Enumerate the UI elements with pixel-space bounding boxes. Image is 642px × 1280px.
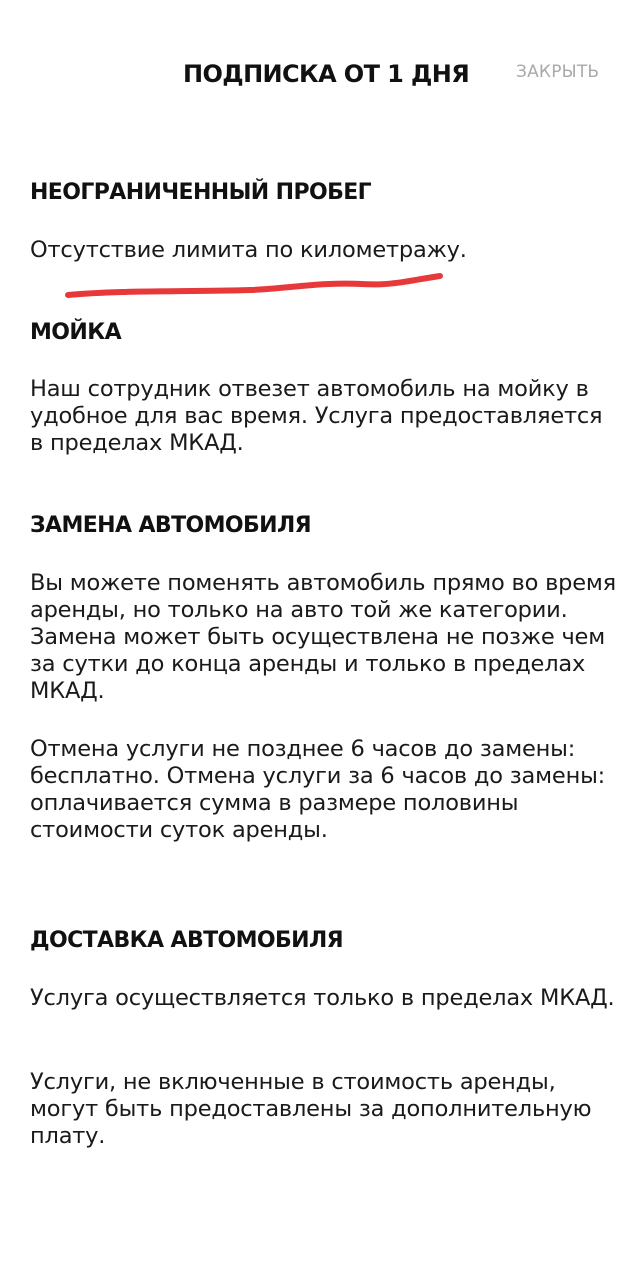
header (0, 0, 642, 150)
section-text-unlimited-mileage: Отсутствие лимита по километражу. (30, 237, 467, 263)
section-title-car-wash: МОЙКА (30, 320, 122, 345)
section-text-car-replacement-2: Отмена услуги не позднее 6 часов до замены: бесплатно. Отмена услуги за 6 часов до замены: оплачивается сумма в размере половины стоимости суток аренды. (30, 736, 606, 843)
section-text-car-replacement-1: Вы можете поменять автомобиль прямо во время аренды, но только на авто той же категории. Замена может быть осуществлена не позже чем за сутки до конца аренды и только в пределах МКАД. (30, 570, 617, 704)
section-text-car-wash: Наш сотрудник отвезет автомобиль на мойку в удобное для вас время. Услуга предоставляется в пределах МКАД. (30, 376, 603, 456)
red-underline-annotation (62, 268, 446, 304)
close-button[interactable]: ЗАКРЫТЬ (516, 62, 600, 82)
section-title-car-delivery: ДОСТАВКА АВТОМОБИЛЯ (30, 928, 344, 953)
section-text-car-delivery-1: Услуга осуществляется только в пределах МКАД. (30, 985, 615, 1011)
section-title-unlimited-mileage: НЕОГРАНИЧЕННЫЙ ПРОБЕГ (30, 180, 372, 205)
section-text-car-delivery-2: Услуги, не включенные в стоимость аренды, могут быть предоставлены за дополнительную плату. (30, 1069, 592, 1149)
section-title-car-replacement: ЗАМЕНА АВТОМОБИЛЯ (30, 513, 311, 538)
page-title: ПОДПИСКА ОТ 1 ДНЯ (183, 60, 470, 88)
